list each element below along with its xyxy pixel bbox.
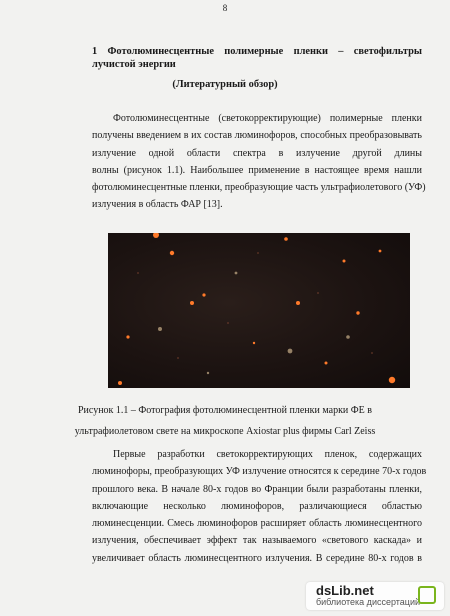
- paragraph-line: увеличивает область люминесцентного излучения. В середине 80-х годов в: [92, 552, 422, 564]
- figure-caption-line2: ультрафиолетовом свете на микроскопе Axiostar plus фирмы Carl Zeiss: [74, 426, 376, 437]
- paragraph-line: Первые разработки светокорректирующих пленок, содержащих: [113, 449, 422, 460]
- section-heading-line2: лучистой энергии: [92, 59, 176, 70]
- dslib-watermark: [306, 582, 444, 610]
- paragraph-line: получены введением в их состав люминофоров, способных преобразовывать: [92, 130, 422, 142]
- paragraph-line: прошлого века. В начале 80-х годов во Франции были разработаны пленки,: [92, 483, 422, 495]
- paragraph-2: [92, 446, 427, 567]
- luminescent-film-photo: [108, 233, 410, 388]
- watermark-mark-icon: [418, 586, 436, 604]
- section-subtitle: (Литературный обзор): [172, 79, 278, 90]
- watermark-subtitle: библиотека диссертаций: [316, 597, 421, 607]
- paragraph-1: [92, 110, 426, 214]
- watermark-logo: dsLib.net: [316, 583, 374, 598]
- paragraph-line: Фотолюминесцентные (светокорректирующие) полимерные пленки: [113, 113, 422, 124]
- figure-caption-line1: Рисунок 1.1 – Фотография фотолюминесцентной пленки марки ФЕ в: [77, 405, 373, 416]
- section-heading-line1: 1 Фотолюминесцентные полимерные пленки – светофильтры: [92, 46, 422, 57]
- paragraph-line: излучение одной области спектра в излучение другой длины: [92, 147, 422, 159]
- paragraph-line: излучения, обеспечивает эффект так называемого «светового каскада» и: [92, 535, 422, 547]
- photo-speckles: [108, 233, 410, 388]
- paragraph-line: фотолюминесцентные пленки, преобразующие часть ультрафиолетового (УФ): [92, 182, 426, 194]
- paragraph-line: люминофоры, преобразующих УФ излучение относятся к середине 70-х годов: [92, 466, 427, 478]
- paragraph-line: волны (рисунок 1.1). Наибольшее применение в настоящее время нашли: [92, 164, 422, 176]
- paragraph-line: излучения в область ФАР [13].: [92, 199, 223, 211]
- paragraph-line: включающие несколько люминофоров, различающиеся областью: [92, 500, 422, 512]
- paragraph-line: люминесценции. Смесь люминофоров расширяет область люминесцентного: [92, 518, 422, 530]
- page-number: 8: [222, 3, 228, 13]
